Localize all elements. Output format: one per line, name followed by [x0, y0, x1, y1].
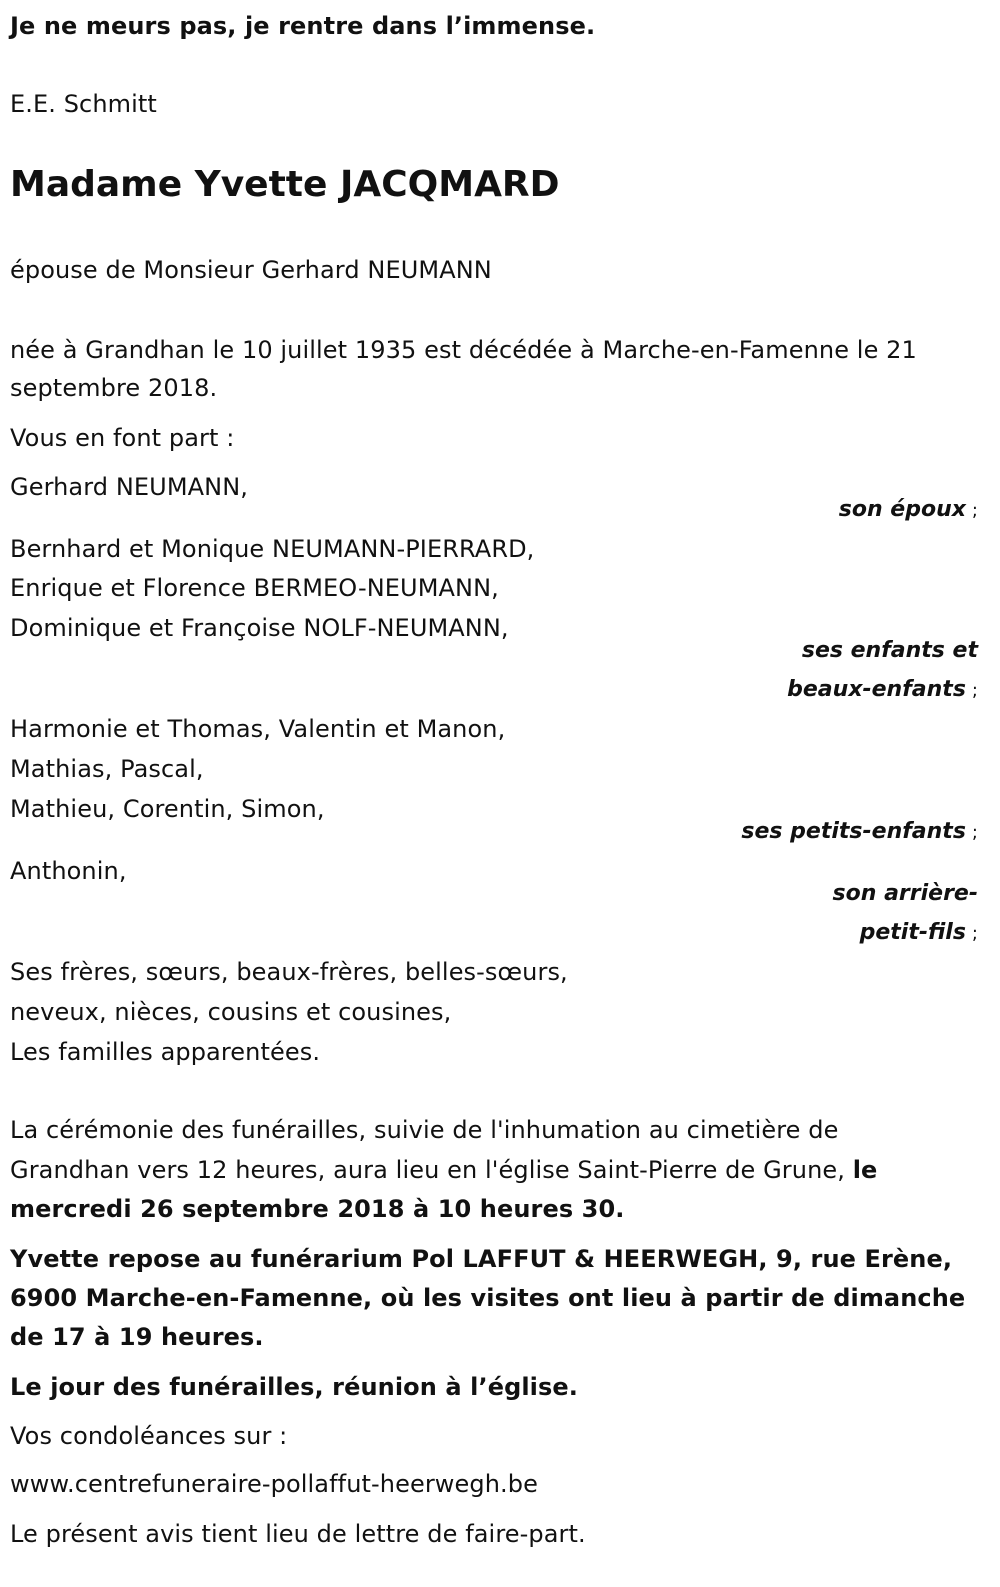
- semicolon: ;: [971, 822, 978, 843]
- family-grandchild-name: Harmonie et Thomas, Valentin et Manon,: [10, 715, 506, 743]
- relation-spouse: [839, 490, 978, 531]
- ceremony-line-2-text: Grandhan vers 12 heures, aura lieu en l'église Saint-Pierre de Grune,: [10, 1156, 845, 1184]
- family-grandchild-name: Mathias, Pascal,: [10, 755, 204, 783]
- relation-great-grandchild-label: petit-fils: [859, 920, 966, 945]
- relation-grandchildren: [741, 812, 978, 853]
- relation-great-grandchild-line-1: [833, 874, 978, 914]
- ceremony-line-1: La cérémonie des funérailles, suivie de l'inhumation au cimetière de: [10, 1116, 839, 1144]
- relation-children-label: beaux-enfants: [787, 677, 966, 702]
- relation-spouse-label: son époux: [838, 497, 966, 522]
- family-others-line: neveux, nièces, cousins et cousines,: [10, 998, 452, 1026]
- relation-children-label: ses enfants et: [801, 638, 978, 663]
- meeting-line: Le jour des funérailles, réunion à l’église.: [10, 1373, 578, 1401]
- deceased-name: Madame Yvette JACQMARD: [10, 164, 560, 205]
- family-grandchild-name: Mathieu, Corentin, Simon,: [10, 795, 325, 823]
- family-child-name: Dominique et Françoise NOLF-NEUMANN,: [10, 614, 509, 642]
- relation-grandchildren-label: ses petits-enfants: [741, 819, 966, 844]
- family-others-line: Ses frères, sœurs, beaux-frères, belles-sœurs,: [10, 958, 568, 986]
- birth-death-line-1: née à Grandhan le 10 juillet 1935 est décédée à Marche-en-Famenne le 21: [10, 336, 917, 364]
- ceremony-date: mercredi 26 septembre 2018 à 10 heures 30.: [10, 1195, 625, 1223]
- family-spouse-name: Gerhard NEUMANN,: [10, 473, 248, 501]
- viewing-line-3: de 17 à 19 heures.: [10, 1323, 264, 1351]
- semicolon: ;: [971, 680, 978, 701]
- family-child-name: Bernhard et Monique NEUMANN-PIERRARD,: [10, 535, 535, 563]
- family-others-line: Les familles apparentées.: [10, 1038, 321, 1066]
- relation-children-line-2: [787, 670, 978, 711]
- family-great-grandchild-name: Anthonin,: [10, 857, 127, 885]
- spouse-line: épouse de Monsieur Gerhard NEUMANN: [10, 256, 492, 284]
- semicolon: ;: [971, 923, 978, 944]
- ceremony-line-2-bold: le: [852, 1156, 878, 1184]
- semicolon: ;: [971, 500, 978, 521]
- family-child-name: Enrique et Florence BERMEO-NEUMANN,: [10, 574, 499, 602]
- relation-great-grandchild-line-2: [860, 913, 978, 954]
- epigraph-quote: Je ne meurs pas, je rentre dans l’immense.: [10, 12, 596, 40]
- ceremony-line-2: [10, 1150, 877, 1190]
- closing-line: Le présent avis tient lieu de lettre de faire-part.: [10, 1520, 586, 1548]
- epigraph-author: E.E. Schmitt: [10, 90, 157, 118]
- relation-children-line-1: [802, 631, 978, 671]
- viewing-line-1: Yvette repose au funérarium Pol LAFFUT & HEERWEGH, 9, rue Erène,: [10, 1245, 953, 1273]
- viewing-line-2: 6900 Marche-en-Famenne, où les visites ont lieu à partir de dimanche: [10, 1284, 966, 1312]
- birth-death-line-2: septembre 2018.: [10, 374, 218, 402]
- relation-great-grandchild-label: son arrière-: [832, 881, 978, 906]
- condolences-label: Vos condoléances sur :: [10, 1422, 288, 1450]
- announce-line: Vous en font part :: [10, 424, 235, 452]
- condolences-website-link[interactable]: www.centrefuneraire-pollaffut-heerwegh.be: [10, 1470, 538, 1498]
